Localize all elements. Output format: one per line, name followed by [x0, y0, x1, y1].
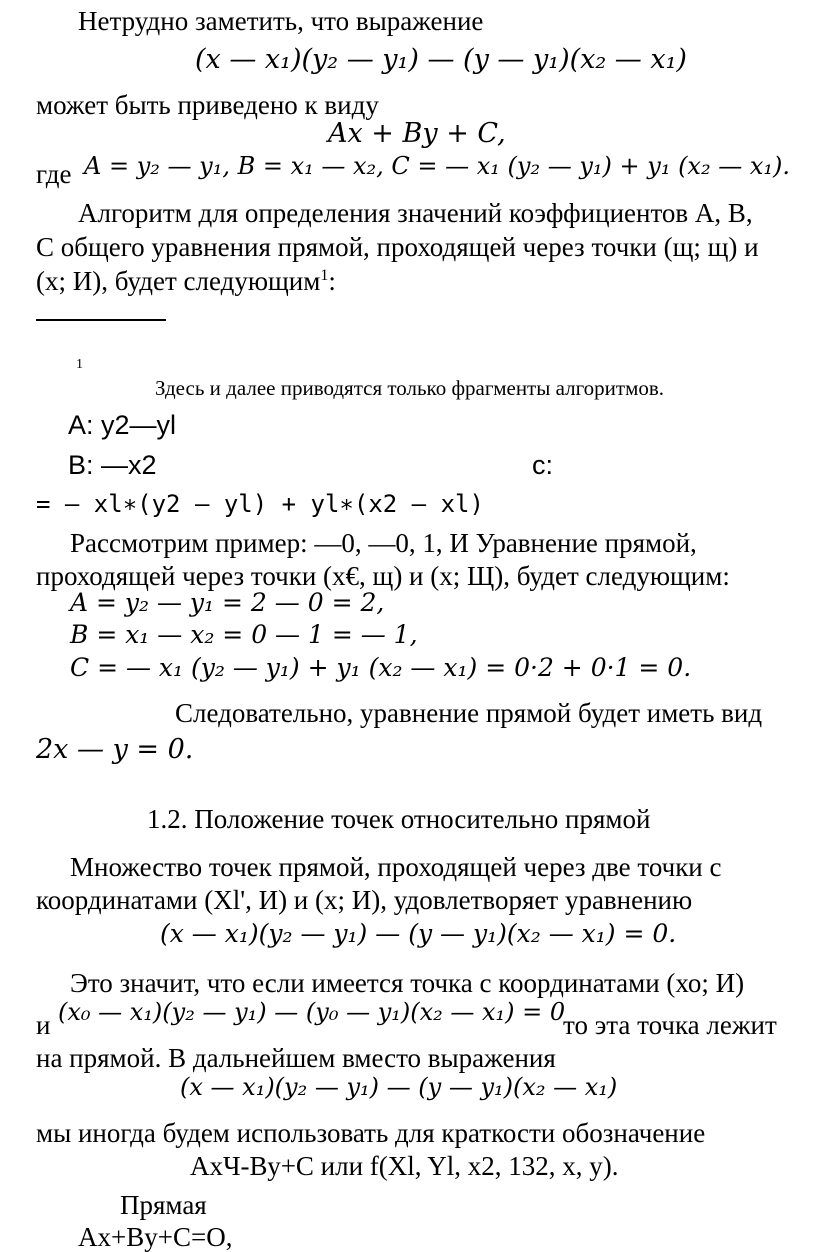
section-paragraph-line: Множество точек прямой, проходящей через две точки с: [70, 852, 722, 882]
section-formula: (x — x₁)(y₂ — y₁) — (y — y₁)(x₂ — x₁) = 0.: [160, 919, 677, 948]
conclusion-formula: 2x — y = 0.: [36, 734, 194, 765]
notation-line: АхЧ-Ву+С или f(Xl, Yl, х2, 132, х, у).: [190, 1151, 619, 1181]
algorithm-intro-text: (х; И), будет следующим: [36, 266, 321, 296]
footnote-number: 1: [76, 357, 83, 372]
algorithm-line-c: с:: [532, 450, 554, 480]
meaning-tail: то эта точка лежит: [563, 1010, 777, 1040]
example-line: [70, 530, 812, 557]
meaning-line: на прямой. В дальнейшем вместо выражения: [36, 1043, 556, 1073]
formula-general-form: Ax + By + C,: [328, 118, 506, 149]
example-c: C = — x₁ (y₂ — y₁) + y₁ (x₂ — x₁) = 0·2 + 0·1 = 0.: [70, 653, 692, 682]
algorithm-intro-line: [36, 268, 336, 295]
meaning-formula: (x₀ — x₁)(y₂ — y₁) — (y₀ — y₁)(x₂ — x₁) = 0: [58, 998, 566, 1026]
algorithm-line-b: В: —х2: [68, 450, 157, 480]
algorithm-intro-line: Алгоритм для определения значений коэффициентов А, В,: [78, 198, 753, 228]
line-equation: Ax+By+C=O,: [78, 1222, 233, 1252]
example-a: A = y₂ — y₁ = 2 — 0 = 2,: [70, 588, 385, 617]
meaning-formula: (x — x₁)(y₂ — y₁) — (y — y₁)(x₂ — x₁): [180, 1073, 618, 1101]
algorithm-intro-line: С общего уравнения прямой, проходящей через точки (щ; щ) и: [36, 232, 759, 262]
conclusion-line: Следовательно, уравнение прямой будет иметь вид: [175, 698, 763, 728]
example-text: Рассмотрим пример: —0, —0, 1, И Уравнение прямой,: [70, 528, 697, 558]
line-word: Прямая: [120, 1190, 207, 1220]
footnote-divider: [36, 319, 166, 321]
formula-expression: (x — x₁)(y₂ — y₁) — (y — y₁)(x₂ — x₁): [195, 44, 687, 75]
paragraph-line: может быть приведено к виду: [36, 90, 379, 120]
and-word: и: [36, 1010, 51, 1040]
algorithm-line-a: А: у2—yl: [68, 410, 177, 440]
footnote-text: Здесь и далее приводятся только фрагменты алгоритмов.: [155, 376, 665, 400]
paragraph-intro-line: Нетрудно заметить, что выражение: [78, 6, 484, 36]
example-b: B = x₁ — x₂ = 0 — 1 = — 1,: [70, 620, 418, 649]
formula-coefficients: A = y₂ — y₁, B = x₁ — x₂, C = — x₁ (y₂ — y₁) + y₁ (x₂ — x₁).: [84, 152, 790, 180]
footnote-marker: 1: [320, 267, 329, 284]
section-paragraph-line: координатами (Xl', И) и (х; И), удовлетворяет уравнению: [36, 885, 693, 915]
example-line: проходящей через точки (х€, щ) и (х; Щ), будет следующим:: [36, 561, 730, 591]
meaning-line: Это значит, что если имеется точка с координатами (хо; И): [70, 968, 745, 998]
section-title: 1.2. Положение точек относительно прямой: [147, 804, 651, 834]
algorithm-c-formula: = — xl∗(y2 — yl) + yl∗(x2 — xl): [36, 490, 484, 518]
colon: :: [328, 266, 336, 296]
where-word: где: [36, 159, 72, 189]
meaning-line: мы иногда будем использовать для краткости обозначение: [36, 1118, 706, 1148]
